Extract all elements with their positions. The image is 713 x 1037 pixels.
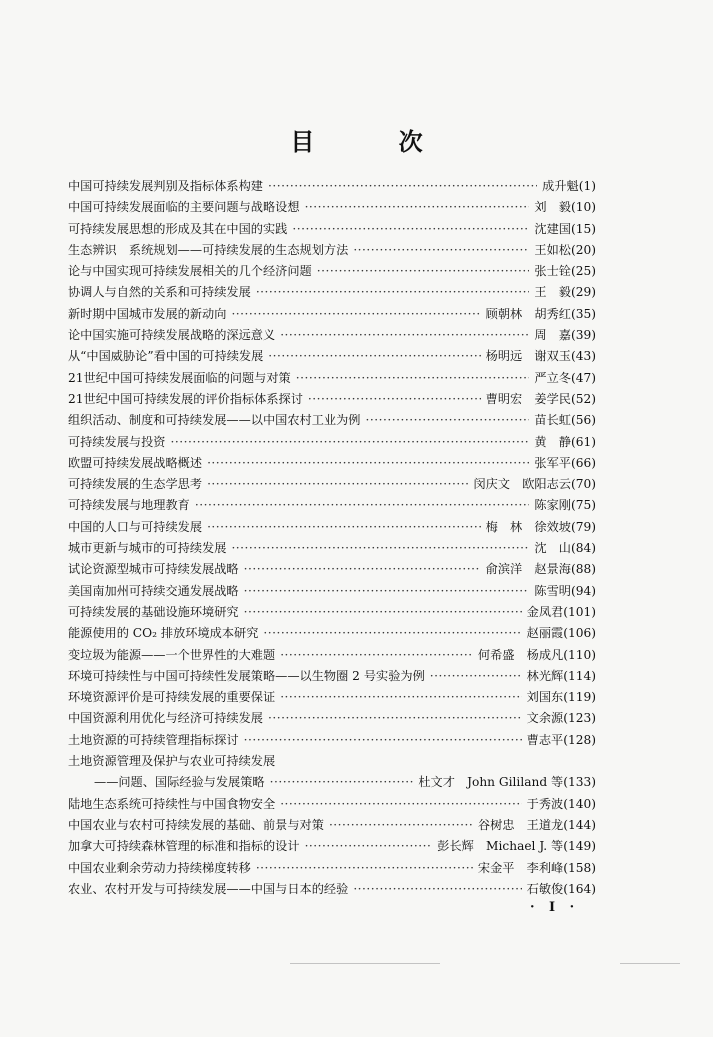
dot-leader [305, 836, 433, 857]
scan-artifact-line [290, 963, 440, 964]
entry-author: 刘国东 [526, 690, 564, 705]
entry-page: (75) [570, 498, 596, 513]
entry-page: (94) [570, 583, 596, 598]
toc-entry[interactable] [68, 687, 596, 708]
dot-leader [207, 474, 468, 495]
entry-title: 可持续发展与投资 [68, 434, 166, 449]
entry-title: 土地资源管理及保护与农业可持续发展 [68, 754, 276, 769]
entry-author: 梅 林 徐效坡 [485, 519, 571, 534]
entry-page: (25) [570, 264, 596, 279]
entry-title: 中国可持续发展面临的主要问题与战略设想 [68, 200, 300, 215]
dot-leader [171, 432, 530, 453]
toc-entry[interactable] [68, 559, 596, 580]
toc-entry[interactable] [68, 645, 596, 666]
entry-page: (47) [570, 370, 596, 385]
dot-leader [231, 304, 480, 325]
toc-entry[interactable] [68, 666, 596, 687]
entry-page: (35) [570, 306, 596, 321]
entry-author: 沈建国 [534, 221, 571, 236]
entry-title: 可持续发展的基础设施环境研究 [68, 604, 239, 619]
toc-entry[interactable] [68, 410, 596, 431]
entry-title: 环境资源评价是可持续发展的重要保证 [68, 690, 276, 705]
dot-leader [195, 495, 530, 516]
entry-author: 文余源 [526, 711, 564, 726]
scan-artifact-line [620, 963, 680, 964]
dot-leader [317, 261, 530, 282]
entry-author: 宋金平 李利峰 [477, 860, 564, 875]
toc-entry[interactable] [68, 581, 596, 602]
entry-page: (43) [570, 349, 596, 364]
entry-author: 王如松 [534, 242, 571, 257]
entry-title: ——问题、国际经验与发展策略 [94, 775, 265, 790]
entry-title: 中国资源利用优化与经济可持续发展 [68, 711, 263, 726]
entry-author: 谷树忠 王道龙 [477, 817, 564, 832]
entry-title: 陆地生态系统可持续性与中国食物安全 [68, 796, 276, 811]
page-number: · I · [530, 900, 580, 915]
entry-author: 石敏俊 [526, 881, 564, 896]
entry-author: 顾朝林 胡秀红 [485, 306, 571, 321]
entry-page: (20) [570, 242, 596, 257]
entry-author: 严立冬 [534, 370, 571, 385]
entry-page: (1) [578, 179, 596, 193]
entry-author: 张士铨 [534, 264, 571, 279]
dot-leader [256, 282, 530, 303]
dot-leader [207, 517, 481, 538]
entry-title: 21世纪中国可持续发展的评价指标体系探讨 [68, 391, 303, 406]
toc-entry[interactable] [68, 836, 596, 857]
dot-leader [244, 730, 522, 751]
dot-leader [244, 559, 481, 580]
toc-entry[interactable] [68, 304, 596, 325]
dot-leader [280, 645, 473, 666]
entry-title: 协调人与自然的关系和可持续发展 [68, 285, 251, 300]
entry-title: 变垃圾为能源——一个世界性的大难题 [68, 647, 276, 662]
dot-leader [353, 240, 529, 261]
entry-author: 周 嘉 [534, 328, 571, 343]
toc-entry[interactable] [68, 858, 596, 879]
entry-page: (39) [570, 328, 596, 343]
entry-author: 沈 山 [534, 541, 571, 556]
toc-entry[interactable] [68, 815, 596, 836]
entry-author: 张军平 [534, 455, 571, 470]
entry-page: (52) [570, 391, 596, 406]
entry-title: 组织活动、制度和可持续发展——以中国农村工业为例 [68, 413, 361, 428]
entry-page: (56) [570, 413, 596, 428]
entry-title: 中国农业剩余劳动力持续梯度转移 [68, 860, 251, 875]
toc-entry[interactable] [68, 474, 596, 495]
entry-author: 成升魁 [542, 179, 579, 193]
entry-author: 杨明远 谢双玉 [485, 349, 571, 364]
entry-title: 城市更新与城市的可持续发展 [68, 541, 227, 556]
entry-title: 生态辨识 系统规划——可持续发展的生态规划方法 [68, 242, 349, 257]
toc-entry[interactable] [68, 432, 596, 453]
entry-title: 可持续发展的生态学思考 [68, 477, 203, 492]
toc-entry[interactable] [68, 197, 596, 218]
dot-leader [270, 772, 414, 793]
entry-page: (123) [563, 711, 596, 726]
toc-entry[interactable] [68, 730, 596, 751]
entry-page: (114) [563, 668, 596, 683]
toc-entry[interactable] [68, 879, 596, 900]
dot-leader [280, 794, 521, 815]
entry-title: 土地资源的可持续管理指标探讨 [68, 732, 239, 747]
dot-leader [366, 410, 530, 431]
entry-page: (110) [563, 647, 596, 662]
entry-author: 何希盛 杨成凡 [477, 647, 564, 662]
entry-author: 俞滨洋 赵景海 [485, 562, 571, 577]
dot-leader [268, 176, 537, 197]
dot-leader [353, 879, 521, 900]
toc-entry-subtitle[interactable] [68, 772, 596, 793]
toc-entry[interactable] [68, 517, 596, 538]
toc-entry-heading[interactable] [68, 751, 596, 772]
entry-title: 论与中国实现可持续发展相关的几个经济问题 [68, 264, 312, 279]
entry-page: (164) [563, 881, 596, 896]
dot-leader [268, 708, 522, 729]
dot-leader [308, 389, 481, 410]
dot-leader [430, 666, 522, 687]
dot-leader [263, 623, 521, 644]
dot-leader [329, 815, 473, 836]
toc-entry[interactable] [68, 219, 596, 240]
entry-title: 农业、农村开发与可持续发展——中国与日本的经验 [68, 881, 349, 896]
entry-author: 杜文才 John Gililand 等 [418, 775, 564, 790]
entry-author: 曹明宏 姜学民 [485, 391, 571, 406]
dot-leader [305, 197, 530, 218]
entry-author: 赵丽霞 [526, 626, 564, 641]
entry-title: 论中国实施可持续发展战略的深远意义 [68, 328, 276, 343]
toc-entry[interactable] [68, 389, 596, 410]
entry-page: (106) [563, 626, 596, 641]
entry-page: (88) [570, 562, 596, 577]
toc-entry[interactable] [68, 708, 596, 729]
toc-entry[interactable] [68, 602, 596, 623]
dot-leader [280, 325, 529, 346]
entry-author: 刘 毅 [534, 200, 571, 215]
page-title: 目 次 [290, 128, 461, 156]
entry-page: (84) [570, 541, 596, 556]
entry-author: 苗长虹 [534, 413, 571, 428]
entry-page: (10) [570, 200, 596, 215]
toc-entry[interactable] [68, 453, 596, 474]
entry-author: 于秀波 [526, 796, 564, 811]
entry-page: (70) [570, 477, 596, 492]
entry-page: (128) [563, 732, 596, 747]
toc-entry[interactable] [68, 538, 596, 559]
dot-leader [207, 453, 529, 474]
toc-entry[interactable] [68, 794, 596, 815]
entry-title: 能源使用的 CO₂ 排放环境成本研究 [68, 626, 259, 641]
toc-entry[interactable] [68, 368, 596, 389]
dot-leader [244, 581, 530, 602]
toc-entry[interactable] [68, 325, 596, 346]
entry-page: (133) [563, 775, 596, 790]
entry-title: 美国南加州可持续交通发展战略 [68, 583, 239, 598]
dot-leader [256, 858, 473, 879]
toc-entry[interactable] [68, 495, 596, 516]
entry-page: (66) [570, 455, 596, 470]
entry-author: 王 毅 [534, 285, 571, 300]
dot-leader [268, 346, 480, 367]
dot-leader [280, 687, 521, 708]
entry-title: 新时期中国城市发展的新动向 [68, 306, 227, 321]
entry-title: 试论资源型城市可持续发展战略 [68, 562, 239, 577]
toc-entry[interactable] [68, 240, 596, 261]
dot-leader [292, 219, 529, 240]
entry-page: (15) [570, 221, 596, 236]
entry-page: (158) [563, 860, 596, 875]
dot-leader [244, 602, 522, 623]
entry-author: 黄 静 [534, 434, 571, 449]
entry-author: 金凤君 [526, 604, 564, 619]
entry-author: 陈雪明 [534, 583, 571, 598]
entry-title: 可持续发展与地理教育 [68, 498, 190, 513]
toc-entry[interactable] [68, 346, 596, 367]
entry-page: (144) [563, 817, 596, 832]
entry-title: 21世纪中国可持续发展面临的问题与对策 [68, 370, 291, 385]
entry-page: (149) [563, 839, 596, 854]
entry-page: (79) [570, 519, 596, 534]
entry-title: 可持续发展思想的形成及其在中国的实践 [68, 221, 288, 236]
entry-title: 中国可持续发展判别及指标体系构建 [68, 179, 263, 193]
toc-entry[interactable] [68, 176, 596, 197]
dot-leader [296, 368, 530, 389]
entry-title: 从“中国威胁论”看中国的可持续发展 [68, 349, 264, 364]
entry-page: (119) [563, 690, 596, 705]
entry-title: 中国农业与农村可持续发展的基础、前景与对策 [68, 817, 324, 832]
entry-title: 环境可持续性与中国可持续性发展策略——以生物圈 2 号实验为例 [68, 668, 425, 683]
entry-author: 闵庆文 欧阳志云 [473, 477, 571, 492]
entry-title: 加拿大可持续森林管理的标准和指标的设计 [68, 839, 300, 854]
toc-entry[interactable] [68, 282, 596, 303]
entry-page: (140) [563, 796, 596, 811]
entry-author: 曹志平 [526, 732, 564, 747]
entry-author: 陈家刚 [534, 498, 571, 513]
entry-title: 中国的人口与可持续发展 [68, 519, 203, 534]
toc-entry[interactable] [68, 261, 596, 282]
entry-page: (101) [563, 604, 596, 619]
table-of-contents [68, 176, 596, 900]
entry-author: 彭长辉 Michael J. 等 [437, 839, 564, 854]
toc-entry[interactable] [68, 623, 596, 644]
entry-author: 林光辉 [526, 668, 564, 683]
dot-leader [231, 538, 529, 559]
entry-page: (61) [570, 434, 596, 449]
entry-title: 欧盟可持续发展战略概述 [68, 455, 203, 470]
entry-page: (29) [570, 285, 596, 300]
